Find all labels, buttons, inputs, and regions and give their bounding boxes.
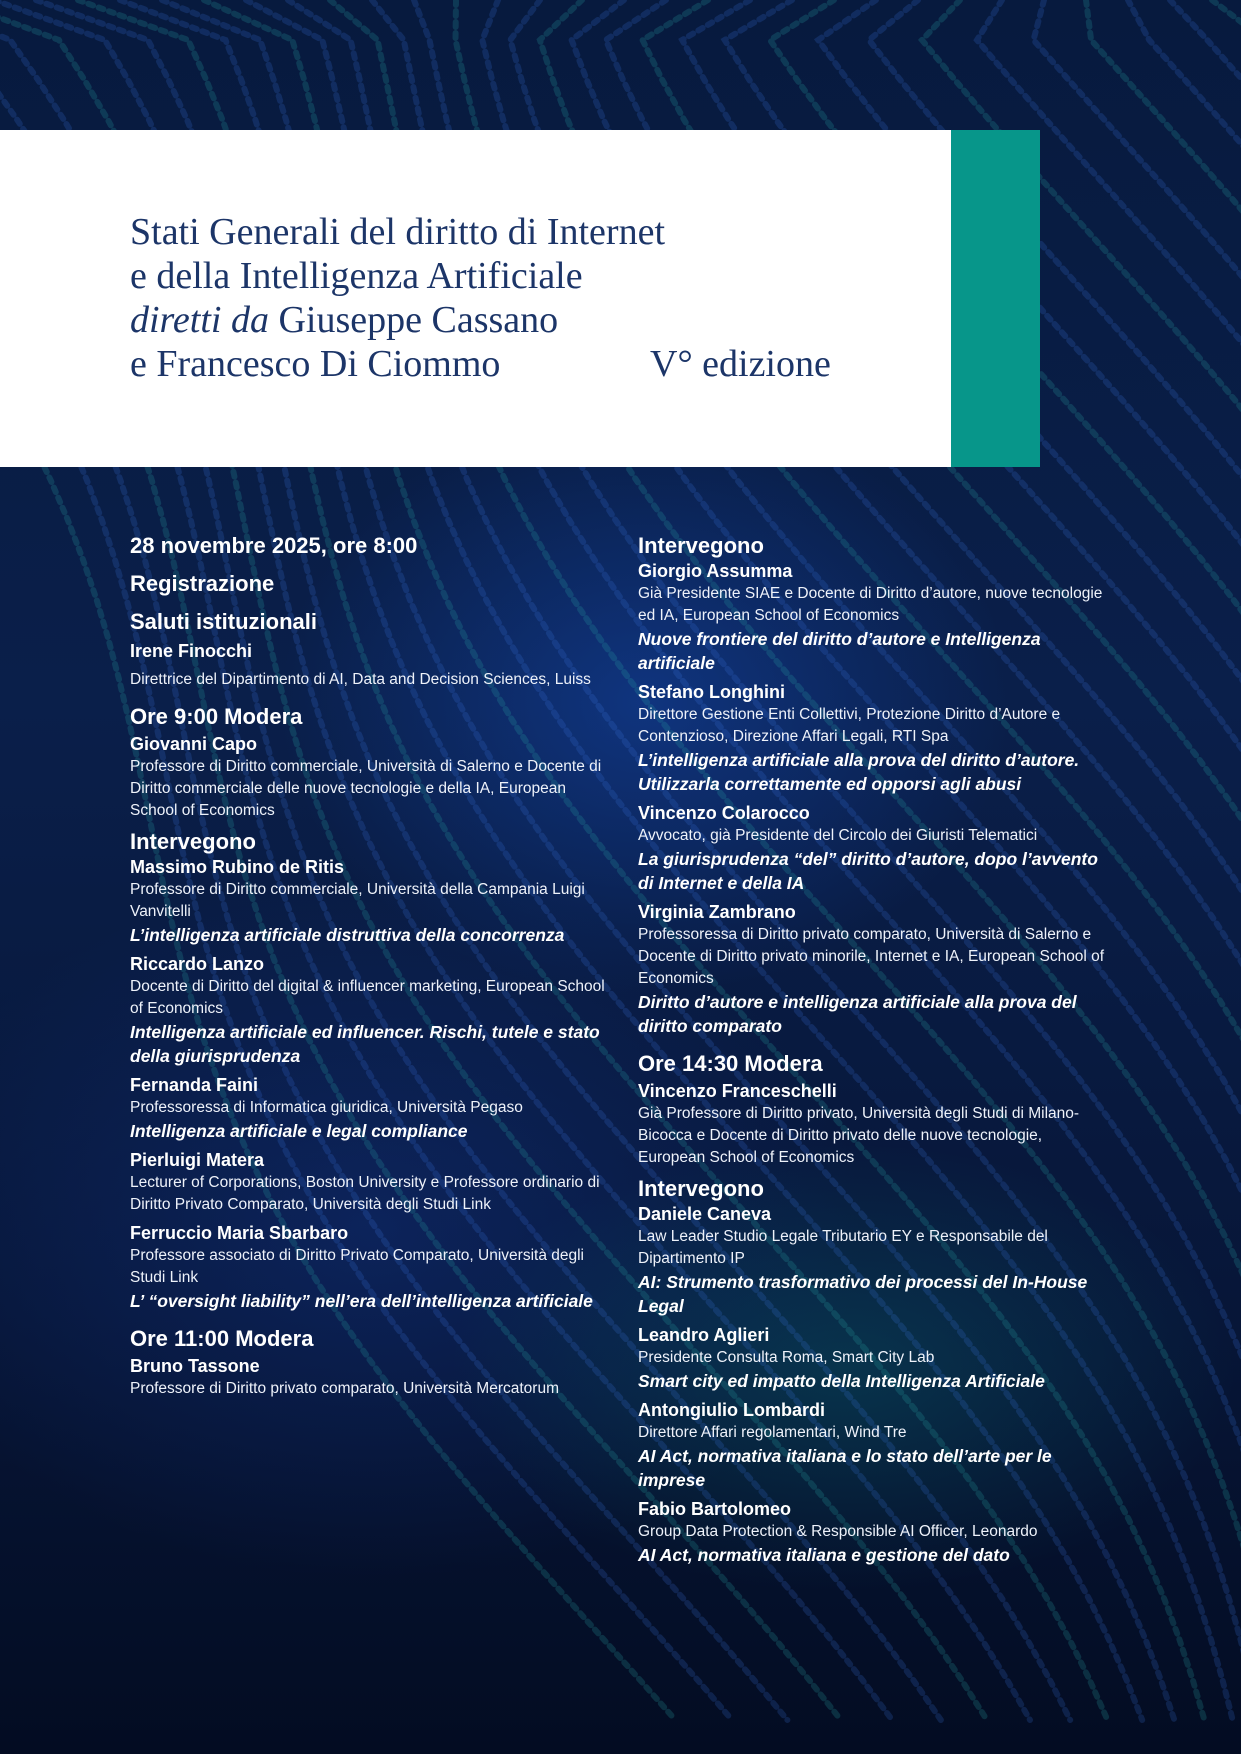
talk-title: Diritto d’autore e intelligenza artificiale alla prova del diritto comparato: [638, 992, 1077, 1036]
speaker-role: Law Leader Studio Legale Tributario EY e Responsabile del Dipartimento IP: [638, 1228, 1048, 1267]
greeting-speaker: [130, 640, 610, 691]
talk-title: AI: Strumento trasformativo dei processi del In-House Legal: [638, 1272, 1088, 1316]
session2-speakers-heading: Intervegono: [638, 533, 764, 558]
speaker-entry: [130, 953, 610, 1068]
speaker-name: Bruno Tassone: [130, 1356, 260, 1376]
speaker-entry: [638, 1203, 1113, 1318]
title-line-3: [130, 298, 665, 342]
talk-title: AI Act, normativa italiana e gestione del dato: [638, 1545, 1010, 1565]
speaker-role: Professore di Diritto privato comparato, Università Mercatorum: [130, 1380, 559, 1397]
talk-title: L’intelligenza artificiale distruttiva della concorrenza: [130, 925, 565, 945]
speaker-entry: [638, 901, 1113, 1038]
session2-heading: Ore 11:00 Modera: [130, 1326, 314, 1351]
speaker-role: Professore di Diritto commerciale, Università della Campania Luigi Vanvitelli: [130, 881, 585, 920]
talk-title: La giurisprudenza “del” diritto d’autore, dopo l’avvento di Internet e della IA: [638, 849, 1098, 893]
session3-speakers-heading: Intervegono: [638, 1176, 764, 1201]
speaker-name: Massimo Rubino de Ritis: [130, 857, 345, 877]
speaker-role: Presidente Consulta Roma, Smart City Lab: [638, 1349, 935, 1366]
speaker-role: Docente di Diritto del digital & influencer marketing, European School of Economics: [130, 978, 605, 1017]
speaker-role: Direttore Gestione Enti Collettivi, Protezione Diritto d’Autore e Contenzioso, Direzione Affari Legali, RTI Spa: [638, 706, 1061, 745]
edition-label: V° edizione: [650, 343, 831, 385]
speaker-name: Stefano Longhini: [638, 682, 785, 702]
speaker-role: Professore di Diritto commerciale, Università di Salerno e Docente di Diritto commerciale delle nuove tecnologie e della IA, European School of Economics: [130, 758, 602, 819]
speaker-entry: [638, 1324, 1113, 1393]
speaker-name: Ferruccio Maria Sbarbaro: [130, 1223, 349, 1243]
speaker-role: Già Professore di Diritto privato, Università degli Studi di Milano-Bicocca e Docente di Diritto privato delle nuove tecnologie, European School of Economics: [638, 1105, 1080, 1166]
speaker-entry: [638, 681, 1113, 796]
speaker-name: Pierluigi Matera: [130, 1150, 265, 1170]
speaker-role: Professoressa di Diritto privato comparato, Università di Salerno e Docente di Diritto privato minorile, Internet e IA, European School of Economics: [638, 926, 1105, 987]
speaker-role: Group Data Protection & Responsible AI Officer, Leonardo: [638, 1523, 1038, 1540]
session3-heading: Ore 14:30 Modera: [638, 1051, 823, 1076]
talk-title: L’intelligenza artificiale alla prova del diritto d’autore. Utilizzarla correttamente ed opporsi agli abusi: [638, 750, 1080, 794]
talk-title: Smart city ed impatto della Intelligenza Artificiale: [638, 1371, 1045, 1391]
speaker-role: Professoressa di Informatica giuridica, Università Pegaso: [130, 1099, 523, 1116]
title-directed-by: diretti da: [130, 299, 269, 341]
speaker-entry: [638, 560, 1113, 675]
speaker-name: Daniele Caneva: [638, 1204, 772, 1224]
session1-moderator: [130, 733, 610, 822]
speaker-name: Virginia Zambrano: [638, 902, 796, 922]
greetings-heading: Saluti istituzionali: [130, 609, 318, 634]
speaker-entry: [130, 1149, 610, 1216]
title-line-4: e Francesco Di Ciommo: [130, 343, 501, 385]
registration-heading: Registrazione: [130, 571, 275, 596]
session3-moderator: [638, 1080, 1113, 1169]
speaker-name: Antongiulio Lombardi: [638, 1400, 825, 1420]
speaker-role: Direttore Affari regolamentari, Wind Tre: [638, 1424, 907, 1441]
session1-speakers-heading: Intervegono: [130, 829, 256, 854]
speaker-role: Professore associato di Diritto Privato Comparato, Università degli Studi Link: [130, 1247, 584, 1286]
talk-title: Intelligenza artificiale e legal compliance: [130, 1121, 468, 1141]
speaker-role: Lecturer of Corporations, Boston University e Professore ordinario di Diritto Privato Comparato, Università degli Studi Link: [130, 1174, 600, 1213]
speaker-entry: [130, 1222, 610, 1313]
speaker-name: Vincenzo Franceschelli: [638, 1081, 837, 1101]
speaker-entry: [130, 856, 610, 947]
speaker-entry: [130, 1074, 610, 1143]
talk-title: L’ “oversight liability” nell’era dell’intelligenza artificiale: [130, 1291, 593, 1311]
speaker-name: Giovanni Capo: [130, 734, 258, 754]
speaker-name: Vincenzo Colarocco: [638, 803, 810, 823]
session1-heading: Ore 9:00 Modera: [130, 704, 303, 729]
speaker-name: Giorgio Assumma: [638, 561, 793, 581]
event-title: [130, 210, 665, 386]
speaker-entry: [638, 802, 1113, 895]
talk-title: Intelligenza artificiale ed influencer. Rischi, tutele e stato della giurisprudenza: [130, 1022, 600, 1066]
title-directors-1: Giuseppe Cassano: [268, 299, 559, 341]
speaker-role: Già Presidente SIAE e Docente di Diritto d’autore, nuove tecnologie ed IA, European School of Economics: [638, 585, 1103, 624]
event-date: 28 novembre 2025, ore 8:00: [130, 533, 418, 558]
talk-title: AI Act, normativa italiana e lo stato dell’arte per le imprese: [638, 1446, 1052, 1490]
title-line-2: e della Intelligenza Artificiale: [130, 255, 583, 297]
talk-title: Nuove frontiere del diritto d’autore e Intelligenza artificiale: [638, 629, 1041, 673]
speaker-name: Fernanda Faini: [130, 1075, 259, 1095]
speaker-name: Riccardo Lanzo: [130, 954, 265, 974]
speaker-name: Fabio Bartolomeo: [638, 1499, 792, 1519]
speaker-name: Irene Finocchi: [130, 641, 253, 661]
teal-accent-bar: [951, 130, 1040, 467]
speaker-entry: [638, 1399, 1113, 1492]
speaker-role: Direttrice del Dipartimento di AI, Data and Decision Sciences, Luiss: [130, 671, 591, 688]
session2-moderator: [130, 1355, 610, 1400]
program-right-column: [638, 530, 1113, 1573]
title-line-1: Stati Generali del diritto di Internet: [130, 211, 666, 253]
speaker-role: Avvocato, già Presidente del Circolo dei Giuristi Telematici: [638, 827, 1038, 844]
speaker-name: Leandro Aglieri: [638, 1325, 770, 1345]
program-left-column: [130, 530, 610, 1406]
speaker-entry: [638, 1498, 1113, 1567]
